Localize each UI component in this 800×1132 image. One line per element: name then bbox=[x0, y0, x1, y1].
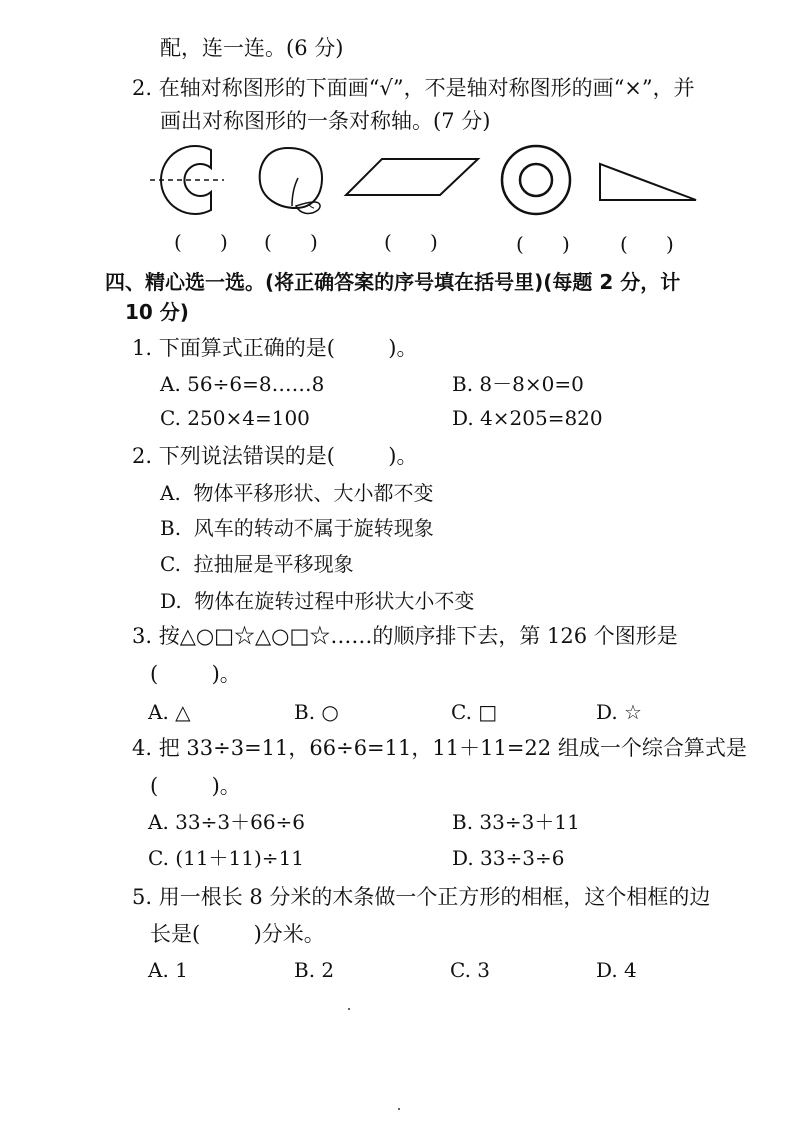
question-3-stem-line1: 3. 按△○□☆△○□☆……的顺序排下去，第 126 个图形是 bbox=[132, 624, 678, 648]
question-4-option-c[interactable]: C. (11＋11)÷11 bbox=[148, 846, 305, 870]
right-triangle-shape bbox=[596, 160, 700, 206]
question-5-option-c[interactable]: C. 3 bbox=[450, 958, 491, 982]
question-1-option-d[interactable]: D. 4×205=820 bbox=[452, 406, 603, 430]
q2-line1: 2. 在轴对称图形的下面画“√”，不是轴对称图形的画“×”，并 bbox=[132, 76, 695, 100]
ring-shape bbox=[498, 142, 574, 218]
scan-speck bbox=[398, 1108, 400, 1110]
question-3-option-b[interactable]: B. ○ bbox=[294, 700, 339, 724]
scan-speck bbox=[348, 1008, 350, 1010]
answer-blank-3[interactable]: ( ) bbox=[384, 230, 438, 254]
question-1-stem: 1. 下面算式正确的是( )。 bbox=[132, 336, 418, 360]
question-5-option-d[interactable]: D. 4 bbox=[596, 958, 637, 982]
question-3-stem-line2: ( )。 bbox=[150, 662, 241, 686]
question-3-option-a[interactable]: A. △ bbox=[148, 700, 191, 724]
semicircle-ring-shape bbox=[148, 140, 228, 220]
question-4-stem-line1: 4. 把 33÷3=11，66÷6=11，11＋11=22 组成一个综合算式是 bbox=[132, 736, 747, 760]
question-4-stem-line2: ( )。 bbox=[150, 774, 241, 798]
question-2-option-a[interactable]: A. 物体平移形状、大小都不变 bbox=[160, 481, 434, 505]
answer-blank-2[interactable]: ( ) bbox=[264, 230, 318, 254]
answer-blank-5[interactable]: ( ) bbox=[620, 232, 674, 256]
question-4-option-b[interactable]: B. 33÷3＋11 bbox=[452, 810, 580, 834]
question-1-option-c[interactable]: C. 250×4=100 bbox=[160, 406, 310, 430]
question-5-option-a[interactable]: A. 1 bbox=[148, 958, 188, 982]
question-1-option-a[interactable]: A. 56÷6=8……8 bbox=[160, 372, 325, 396]
question-2-option-b[interactable]: B. 风车的转动不属于旋转现象 bbox=[160, 516, 434, 540]
parallelogram-shape bbox=[342, 155, 482, 200]
question-5-stem-line2: 长是( )分米。 bbox=[150, 922, 325, 946]
question-3-option-c[interactable]: C. □ bbox=[451, 700, 498, 724]
q2-line2: 画出对称图形的一条对称轴。(7 分) bbox=[160, 109, 491, 133]
question-4-option-a[interactable]: A. 33÷3＋66÷6 bbox=[148, 810, 306, 834]
question-2-option-d[interactable]: D. 物体在旋转过程中形状大小不变 bbox=[160, 589, 475, 613]
question-5-option-b[interactable]: B. 2 bbox=[294, 958, 335, 982]
section4-heading-line1: 四、精心选一选。(将正确答案的序号填在括号里)(每题 2 分，计 bbox=[105, 270, 681, 294]
section4-heading-line2: 10 分) bbox=[125, 300, 189, 324]
peach-shape bbox=[252, 140, 332, 220]
question-2-stem: 2. 下列说法错误的是( )。 bbox=[132, 444, 418, 468]
answer-blank-1[interactable]: ( ) bbox=[174, 230, 228, 254]
question-4-option-d[interactable]: D. 33÷3÷6 bbox=[452, 846, 565, 870]
question-2-option-c[interactable]: C. 拉抽屉是平移现象 bbox=[160, 552, 354, 576]
q1-tail-text: 配，连一连。(6 分) bbox=[160, 36, 344, 60]
question-3-option-d[interactable]: D. ☆ bbox=[596, 700, 642, 724]
question-1-option-b[interactable]: B. 8－8×0=0 bbox=[452, 372, 584, 396]
answer-blank-4[interactable]: ( ) bbox=[516, 232, 570, 256]
question-5-stem-line1: 5. 用一根长 8 分米的木条做一个正方形的相框，这个相框的边 bbox=[132, 885, 711, 909]
